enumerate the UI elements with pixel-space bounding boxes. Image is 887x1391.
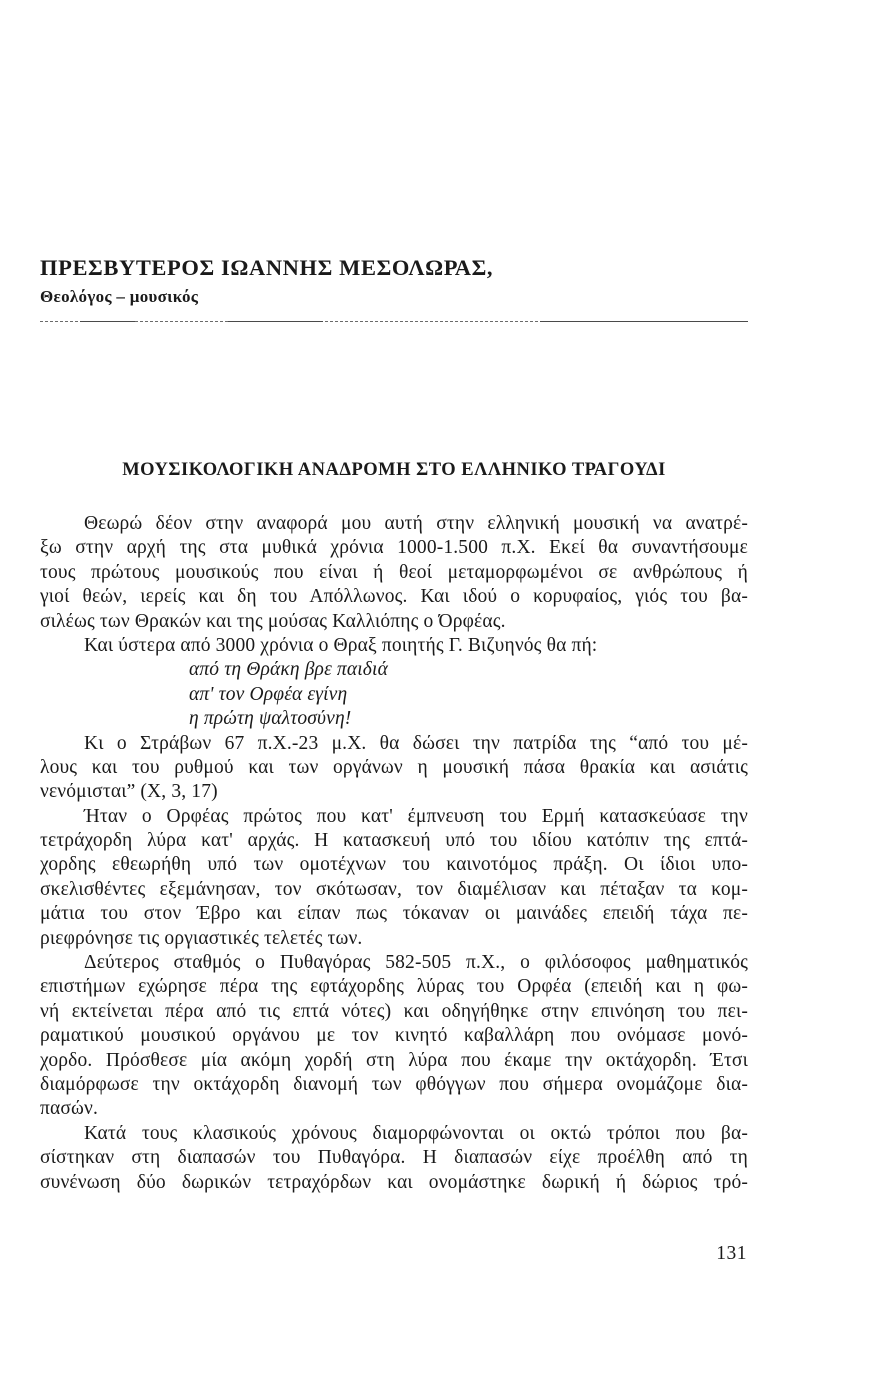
body-line: χορδο. Πρόσθεσε μία ακόμη χορδή στη λύρα που έκαμε την οκτάχορδη. Έτσι [40,1049,748,1071]
body-line: διαμόρφωσε την οκτάχορδη διανομή των φθόγγων που σήμερα ονομάζομε δια- [40,1073,748,1095]
body-line: Κατά τους κλασικούς χρόνους διαμορφώνονται οι οκτώ τρόποι που βα- [84,1122,748,1144]
body-line: πασών. [40,1098,99,1120]
header-rule-segment [80,321,135,322]
body-line: χορδης εθεωρήθη υπό των ομοτέχνων του καινοτόμος πράξη. Οι ίδιοι υπο- [40,854,748,876]
verse-line: η πρώτη ψαλτοσύνη! [189,708,352,730]
verse-line: απ' τον Ορφέα εγίνη [189,683,348,705]
body-line: επιστήμων εχώρησε πέρα της εφτάχορδης λύρας του Ορφέα (επειδή και η φω- [40,976,748,998]
body-line: Θεωρώ δέον στην αναφορά μου αυτή στην ελληνική μουσική να ανατρέ- [84,513,748,534]
body-line: λους και του ρυθμού και των οργάνων η μουσική πάσα θρακία και ασιάτις [40,756,748,778]
body-line: γιοί θεών, ιερείς και δη του Απόλλωνος. Και ιδού ο κορυφαίος, γιός του βα- [40,586,748,608]
body-line: συνένωση δύο δωρικών τετραχόρδων και ονομάστηκε δωρική ή δώριος τρό- [40,1171,748,1193]
body-line: σίστηκαν στη διαπασών του Πυθαγόρα. Η διαπασών είχε προέλθη από τη [40,1147,748,1169]
author-role: Θεολόγος – μουσικός [40,287,199,306]
article-body [40,512,748,1195]
body-line: σκελισθέντες εξεμάνησαν, τον σκότωσαν, τον διαμέλισαν και πέταξαν τα κομ- [40,878,748,900]
page-number: 131 [716,1243,747,1264]
body-line: μάτια του στον Έβρο και είπαν πως τόκαναν οι μαινάδες επειδή τάχα πε- [40,903,748,925]
body-line: Δεύτερος σταθμός ο Πυθαγόρας 582-505 π.Χ., ο φιλόσοφος μαθηματικός [84,952,748,974]
body-line: Ήταν ο Ορφέας πρώτος που κατ' έμπνευση του Ερμή κατασκεύασε την [84,805,748,827]
body-line: τους πρώτους μουσικούς που είναι ή θεοί μεταμορφωμένοι σε ανθρώπους ή [40,561,748,583]
body-line: νενόμισται” (Χ, 3, 17) [40,781,218,803]
body-line: ριεφρόνησε τις οργιαστικές τελετές των. [40,927,363,949]
author-name: ΠΡΕΣΒΥΤΕΡΟΣ ΙΩΑΝΝΗΣ ΜΕΣΟΛΩΡΑΣ, [40,255,494,280]
verse-line: από τη Θράκη βρε παιδιά [189,659,388,681]
body-line: Και ύστερα από 3000 χρόνια ο Θραξ ποιητής Γ. Βιζυηνός θα πή: [84,634,598,656]
body-line: νή εκτείνεται πέρα από τις επτά νότες) και οδηγήθηκε στην επινόηση του πει- [40,1000,748,1022]
header-rule-segment [540,321,748,322]
body-line: τετράχορδη λύρα κατ' αρχάς. Η κατασκευή υπό του ιδίου κατόπιν της επτά- [40,830,748,852]
body-line: ξω στην αρχή της στα μυθικά χρόνια 1000-1.500 π.Χ. Εκεί θα συναντήσουμε [40,537,748,559]
body-line: ραματικού μουσικού οργάνου με τον κινητό καβαλλάρη που ονόμασε μονό- [40,1025,748,1047]
article-title: ΜΟΥΣΙΚΟΛΟΓΙΚΗ ΑΝΑΔΡΟΜΗ ΣΤΟ ΕΛΛΗΝΙΚΟ ΤΡΑΓΟΥΔΙ [122,460,666,480]
body-line: σιλέως των Θρακών και της μούσας Καλλιόπης ο Όρφέας. [40,610,506,632]
header-rule-segment [228,321,323,322]
body-line: Κι ο Στράβων 67 π.Χ.-23 μ.Χ. θα δώσει την πατρίδα της “από του μέ- [84,732,748,754]
